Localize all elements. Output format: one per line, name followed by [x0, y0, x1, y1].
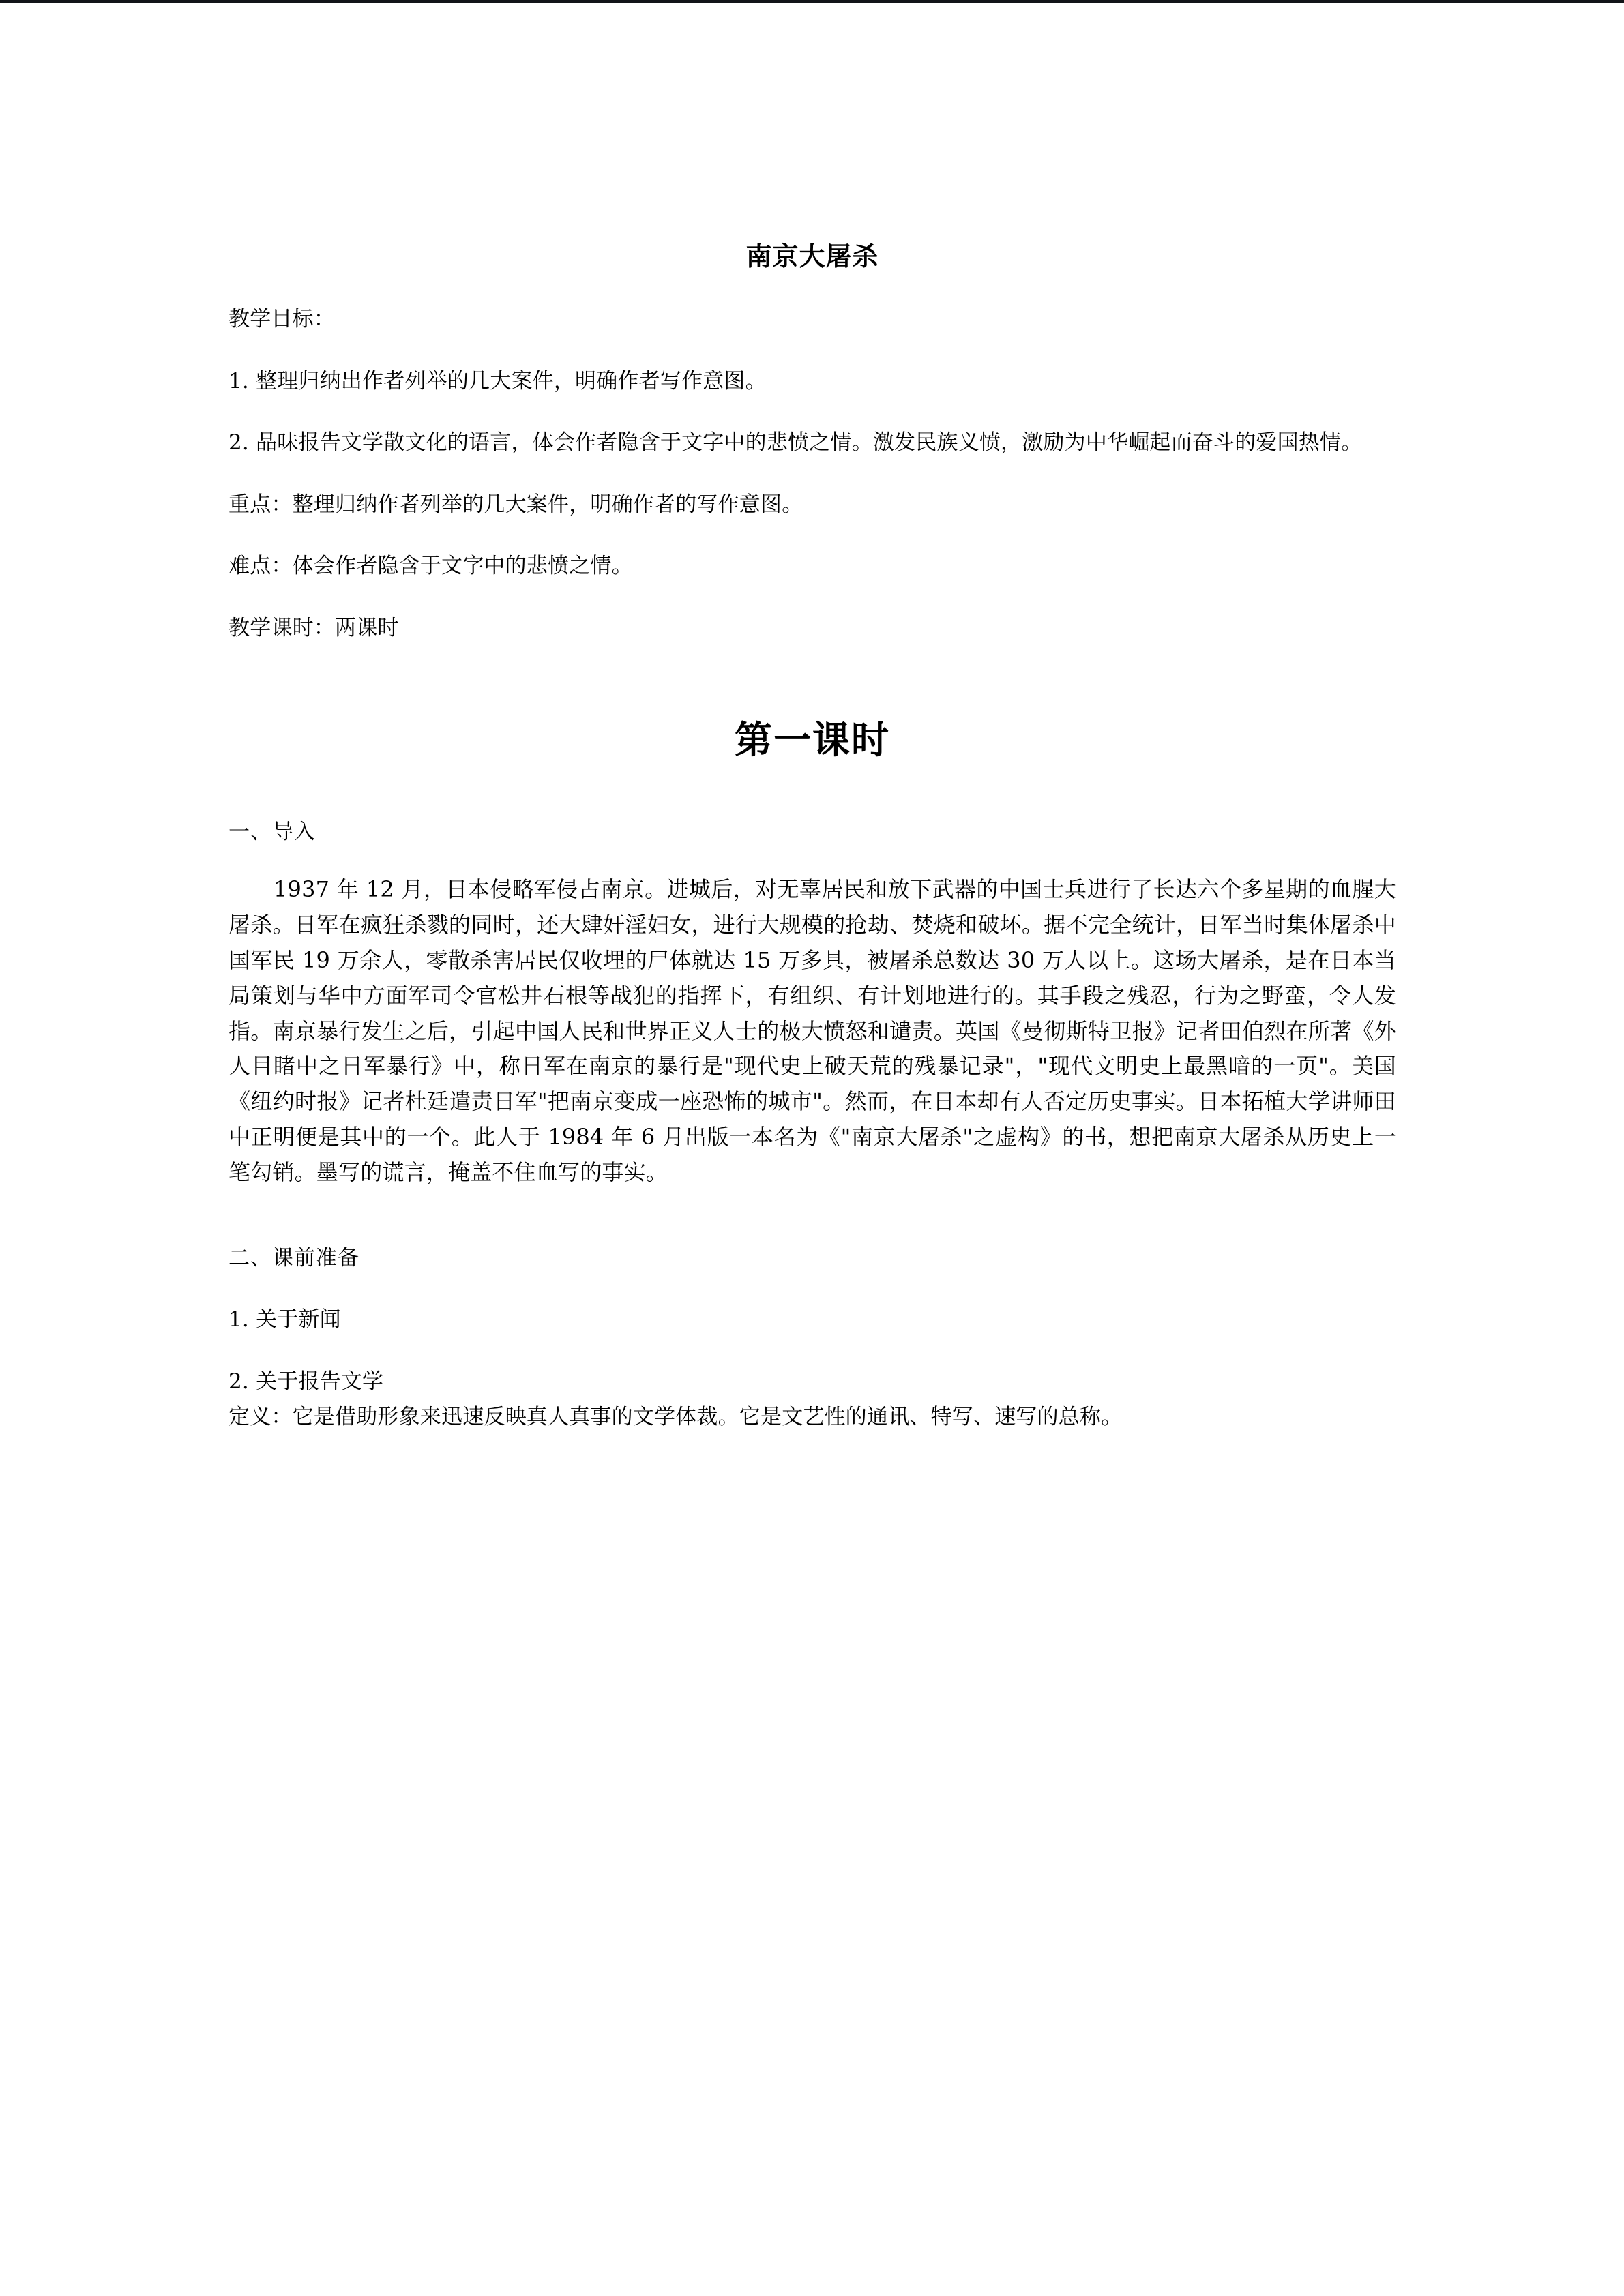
difficult-point-line: 难点：体会作者隐含于文字中的悲愤之情。	[228, 554, 633, 579]
class-hours-line: 教学课时：两课时	[228, 615, 399, 640]
section-introduction-body: 1937 年 12 月，日本侵略军侵占南京。进城后，对无辜居民和放下武器的中国士兵进行了长达六个多星期的血腥大屠杀。日军在疯狂杀戮的同时，还大肆奸淫妇女，进行大规模的抢劫、焚烧和破坏。据不完全统计，日军当时集体屠杀中国军民 19 万余人，零散杀害居民仅收埋的尸体就达 15 万多具，被屠杀总数达 30 万人以上。这场大屠杀，是在日本当局策划与华中方面军司令官松井石根等战犯的指挥下，有组织、有计划地进行的。其手段之残忍，行为之野蛮，令人发指。南京暴行发生之后，引起中国人民和世界正义人士的极大愤怒和谴责。英国《曼彻斯特卫报》记者田伯烈在所著《外人目睹中之日军暴行》中，称日军在南京的暴行是"现代史上破天荒的残暴记录"，"现代文明史上最黑暗的一页"。美国《纽约时报》记者杜廷遣责日军"把南京变成一座恐怖的城市"。然而，在日本却有人否定历史事实。日本拓植大学讲师田中正明便是其中的一个。此人于 1984 年 6 月出版一本名为《"南京大屠杀"之虚构》的书，想把南京大屠杀从历史上一笔勾销。墨写的谎言，掩盖不住血写的事实。	[228, 876, 1396, 1185]
lesson-one-heading: 第一课时	[734, 717, 890, 762]
preparation-item-reportage: 2. 关于报告文学	[228, 1369, 384, 1394]
page-title: 南京大屠杀	[745, 241, 879, 271]
reportage-definition: 定义：它是借助形象来迅速反映真人真事的文学体裁。它是文艺性的通讯、特写、速写的总称。	[228, 1405, 1123, 1430]
document-content	[228, 0, 1396, 1433]
section-heading-preparation: 二、课前准备	[228, 1245, 359, 1270]
key-point-line: 重点：整理归纳作者列举的几大案件，明确作者的写作意图。	[228, 492, 803, 517]
teaching-objectives-label: 教学目标：	[228, 307, 335, 332]
section-heading-introduction: 一、导入	[228, 819, 316, 844]
objective-item-1: 1. 整理归纳出作者列举的几大案件，明确作者写作意图。	[228, 368, 767, 393]
objective-item-2: 2. 品味报告文学散文化的语言，体会作者隐含于文字中的悲愤之情。激发民族义愤，激励为中华崛起而奋斗的爱国热情。	[228, 430, 1363, 456]
preparation-item-news: 1. 关于新闻	[228, 1307, 341, 1332]
